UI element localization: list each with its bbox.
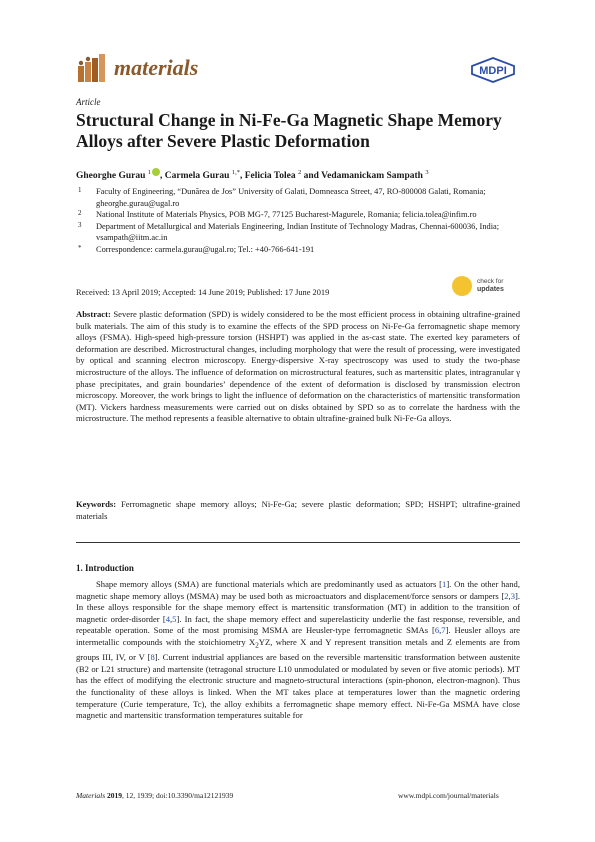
article-type: Article [76,97,101,107]
intro-text-run: , [508,590,511,601]
author-affiliation-mark: 3 [425,168,429,176]
intro-text-run: ]. Heusler alloys are intermetallic compounds with the stoichiometry X [76,625,520,647]
affiliation-mark: 1 [78,186,82,194]
author-separator: , [160,171,165,181]
mdpi-logo [470,57,516,83]
journal-name: materials [114,55,199,80]
footer-journal: Materials [76,791,106,800]
author-affiliation-mark: 1,* [231,168,240,176]
check-for-updates-badge[interactable] [452,276,522,298]
affiliation-item [76,209,516,221]
intro-text-run: YZ, where X and Y represent transition metals and Z elements are from groups III, IV, or V [ [76,636,520,663]
affiliation-item [76,221,516,244]
check-updates-icon [452,276,472,296]
affiliation-text: Faculty of Engineering, “Dunărea de Jos” University of Galati, Domneasca Street, 47, RO-800008 Galati, Romania; gheorghe.gurau@ugal.ro [96,187,486,208]
keywords-text: Ferromagnetic shape memory alloys; Ni-Fe-Ga; severe plastic deformation; SPD; HSHPT; ultrafine-grained materials [76,499,520,521]
author-list [76,168,429,181]
footer-citation-text: , 12, 1939; doi:10.3390/ma12121939 [122,791,234,800]
check-updates-line1: check for [477,278,504,285]
intro-text-run: , [170,613,173,624]
abstract [76,309,520,425]
intro-text-run: ]. In these alloys responsible for the shape memory effect is martensitic transformation (MT) in addition to the transition of magnetic order-disorder [ [76,590,520,624]
intro-text-run: Shape memory alloys (SMA) are functional materials which are predominantly used as actuators [ [96,579,443,589]
affiliation-text: National Institute of Materials Physics, POB MG-7, 77125 Bucharest-Magurele, Romania; felicia.tolea@infim.ro [96,210,477,219]
orcid-icon[interactable] [152,168,160,176]
citation-link[interactable]: 1 [442,579,447,589]
affiliation-mark: * [78,243,82,252]
intro-text-run: ]. On the other hand, magnetic shape memory alloys (MSMA) may be used both as microactuators and displacement/force sensors or dampers [ [76,579,520,601]
footer-year: 2019 [107,791,123,800]
footer-url[interactable]: www.mdpi.com/journal/materials [398,791,499,800]
citation-link[interactable]: 5 [172,613,177,624]
keywords-label: Keywords: [76,499,117,509]
article-title: Structural Change in Ni-Fe-Ga Magnetic Shape Memory Alloys after Severe Plastic Deformation [76,110,502,151]
citation-link[interactable]: 7 [441,625,446,636]
abstract-text: Severe plastic deformation (SPD) is widely considered to be the most efficient process in obtaining ultrafine-grained bulk materials. The aim of this study is to examine the effects of the SPD process on Ni-Fe-Ga ferromagnetic shape memory alloys (FSMA). High-speed high-pressure torsion (HSHPT) was applied in the as-cast state. The exerted key parameters of deformation are described. Microstructural changes, including morphology that were the result of processing, were investigated by optical and scanning electron microscopy. Energy-dispersive X-ray spectroscopy was used to study the two-phase microstructure of the alloys. The influence of deformation on microstructural features, such as martensitic plates, intragranular γ phase precipitates, and grain boundaries’ dependence of the extent of deformation is disclosed by transmission electron microscopy. Moreover, the work brings to light the influence of deformation on the characteristics of martensitic transformation (MT). Vickers hardness measurements were carried out on disks obtained by SPD so as to correlate the hardness with the microstructure. The method represents a feasible alternative to obtain ultrafine-grained bulk Ni-Fe-Ga alloys. [76,309,520,424]
affiliation-item [76,186,516,209]
intro-text-run: , [439,625,442,636]
publication-dates: Received: 13 April 2019; Accepted: 14 June 2019; Published: 17 June 2019 [76,288,330,297]
author-name: Felicia Tolea [244,171,298,181]
footer-citation [76,791,233,800]
introduction-paragraph [76,579,520,722]
citation-link[interactable]: 8 [150,652,155,663]
citation-link[interactable]: 3 [510,590,515,601]
author-separator: and [301,171,322,181]
author-name: Carmela Gurau [164,171,232,181]
citation-link[interactable]: 6 [434,625,440,636]
abstract-label: Abstract: [76,309,111,319]
materials-logo-icon [76,52,108,84]
citation-link[interactable]: 4 [165,613,170,624]
affiliation-text: Department of Metallurgical and Materials Engineering, Indian Institute of Technology Madras, Chennai-600036, India; vsampath@iitm.ac.in [96,221,500,242]
intro-text-run: ]. In fact, the shape memory effect and superelasticity underlie the fast response, reversible, and repeatable operation. Some of the most promising MSMA are Heusler-type ferromagnetic SMAs [ [76,613,521,636]
check-updates-line2: updates [477,286,504,293]
author-separator: , [239,171,245,181]
citation-link[interactable]: 2 [504,590,509,601]
subscript: 2 [255,641,259,650]
keywords [76,499,520,522]
author-name: Vedamanickam Sampath [321,171,426,181]
affiliation-mark: 3 [78,220,82,229]
author-affiliation-mark: 2 [298,168,302,176]
section-heading-introduction: 1. Introduction [76,563,134,573]
affiliation-mark: 2 [78,209,82,217]
affiliation-item [76,244,516,256]
mdpi-logo-text: MDPI [479,65,507,77]
affiliation-text: Correspondence: carmela.gurau@ugal.ro; Tel.: +40-766-641-191 [96,244,315,254]
intro-text-run: ]. Current industrial appliances are based on the reversible martensitic transformation between austenite (B2 or L21 structure) and martensite (tetragonal structure L10 unmodulated or modulated by seven or five atomic periods). MT has the effect of modifying the electronic structure and magneto-structural interactions (spin-phonon, electron-magnon). Thus the functionality of these alloys is linked. When the MT takes place at temperatures lower than the magnetic ordering temperature (Curie temperature, Tc), the alloy exhibits a ferromagnetic shape memory effect. Ni-Fe-Ga MSMA have close magnetic and martensitic transformation temperatures suitable for [76,652,520,721]
section-divider [76,542,520,543]
author-affiliation-mark: 1 [147,168,152,176]
affiliations [76,186,516,255]
author-name: Gheorghe Gurau [76,171,148,181]
